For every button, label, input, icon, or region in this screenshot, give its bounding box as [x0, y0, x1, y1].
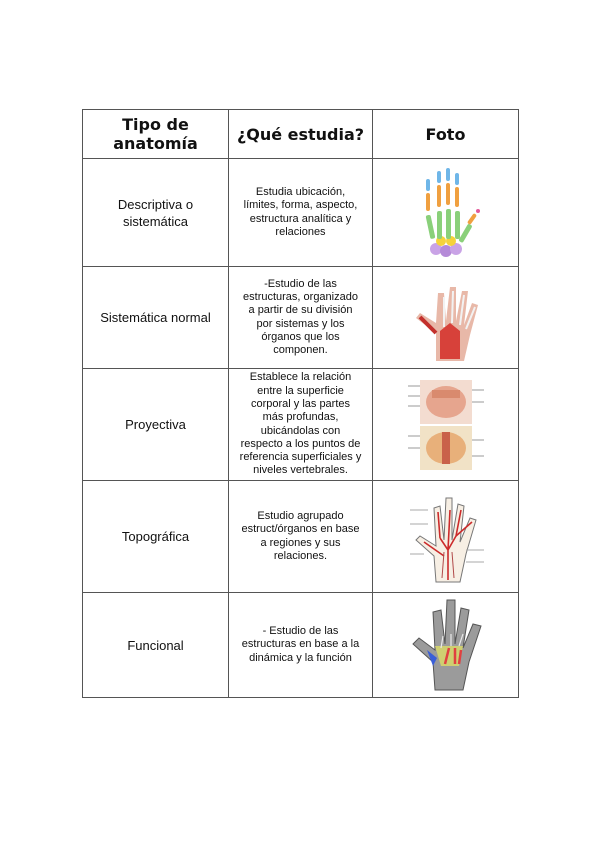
tipo-cell: Topográfica [83, 481, 229, 593]
estudia-cell: - Estudio de las estructuras en base a la dinámica y la función [229, 593, 373, 698]
foto-cell [373, 481, 519, 593]
foto-cell [373, 159, 519, 267]
tipo-cell: Funcional [83, 593, 229, 698]
table-row [83, 267, 519, 369]
foto-cell [373, 593, 519, 698]
header-estudia: ¿Qué estudia? [229, 110, 373, 159]
hand-muscles-icon [406, 273, 486, 363]
estudia-cell: Establece la relación entre la superficie corporal y las partes más profundas, ubicándolas con respecto a los puntos de referencia superficiales y niveles vertebrales. [229, 369, 373, 481]
header-foto: Foto [373, 110, 519, 159]
estudia-cell: Estudio agrupado estruct/órganos en base a regiones y sus relaciones. [229, 481, 373, 593]
table-row [83, 369, 519, 481]
table-row [83, 159, 519, 267]
foto-cell [373, 369, 519, 481]
table-row [83, 481, 519, 593]
foto-cell [373, 267, 519, 369]
table-row [83, 593, 519, 698]
hand-bones-icon [406, 163, 486, 263]
tipo-cell: Descriptiva o sistemática [83, 159, 229, 267]
header-row [83, 110, 519, 159]
tipo-cell: Proyectiva [83, 369, 229, 481]
header-tipo: Tipo de anatomía [83, 110, 229, 159]
estudia-cell: -Estudio de las estructuras, organizado a partir de su división por sistemas y los órganos que los componen. [229, 267, 373, 369]
tipo-cell: Sistemática normal [83, 267, 229, 369]
hand-vessels-icon [404, 490, 488, 584]
anatomy-table [82, 109, 519, 698]
abdomen-projection-icon [406, 376, 486, 474]
hand-function-icon [405, 596, 487, 694]
estudia-cell: Estudia ubicación, límites, forma, aspecto, estructura analítica y relaciones [229, 159, 373, 267]
